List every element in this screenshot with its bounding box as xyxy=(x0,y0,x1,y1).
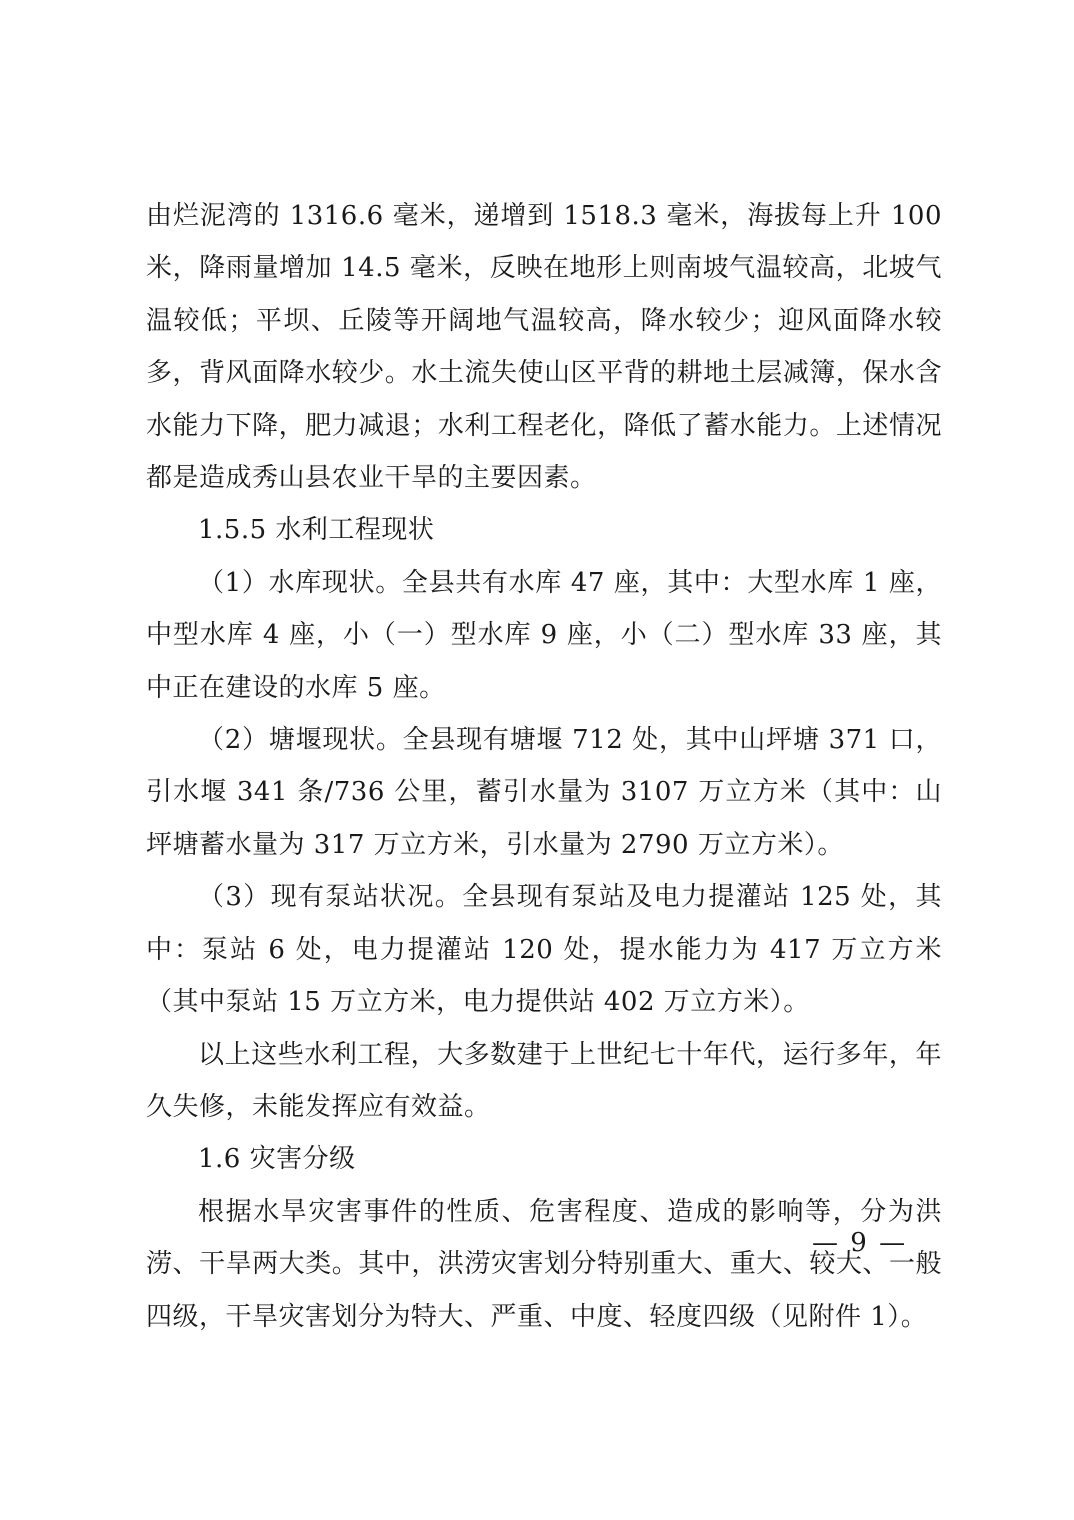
body-text xyxy=(146,190,942,1343)
paragraph-reservoir-status: （1）水库现状。全县共有水库 47 座，其中：大型水库 1 座，中型水库 4 座，小（一）型水库 9 座，小（二）型水库 33 座，其中正在建设的水库 5 座。 xyxy=(146,567,942,703)
paragraph-pond-weir-status: （2）塘堰现状。全县现有塘堰 712 处，其中山坪塘 371 口，引水堰 341 条/736 公里，蓄引水量为 3107 万立方米（其中：山坪塘蓄水量为 317 万立方米，引水量为 2790 万立方米）。 xyxy=(146,725,942,860)
paragraph-disaster-grading: 根据水旱灾害事件的性质、危害程度、造成的影响等，分为洪涝、干旱两大类。其中，洪涝灾害划分特别重大、重大、较大、一般四级，干旱灾害划分为特大、严重、中度、轻度四级（见附件 1）。 xyxy=(146,1196,942,1332)
section-heading-1-5-5: 1.5.5 水利工程现状 xyxy=(198,515,435,546)
section-heading-1-6: 1.6 灾害分级 xyxy=(198,1144,356,1175)
page-number: — 9 — xyxy=(812,1228,908,1258)
paragraph-aging-infrastructure: 以上这些水利工程，大多数建于上世纪七十年代，运行多年，年久失修，未能发挥应有效益。 xyxy=(146,1039,942,1122)
paragraph-climate-factors: 由烂泥湾的 1316.6 毫米，递增到 1518.3 毫米，海拔每上升 100 米，降雨量增加 14.5 毫米，反映在地形上则南坡气温较高，北坡气温较低；平坝、丘陵等开阔地气温较高，降水较少；迎风面降水较多，背风面降水较少。水土流失使山区平背的耕地土层减簿，保水含水能力下降，肥力减退；水利工程老化，降低了蓄水能力。上述情况都是造成秀山县农业干旱的主要因素。 xyxy=(146,201,942,494)
paragraph-pump-station-status: （3）现有泵站状况。全县现有泵站及电力提灌站 125 处，其中：泵站 6 处，电力提灌站 120 处，提水能力为 417 万立方米（其中泵站 15 万立方米，电力提供站 402 万立方米）。 xyxy=(146,882,942,1018)
